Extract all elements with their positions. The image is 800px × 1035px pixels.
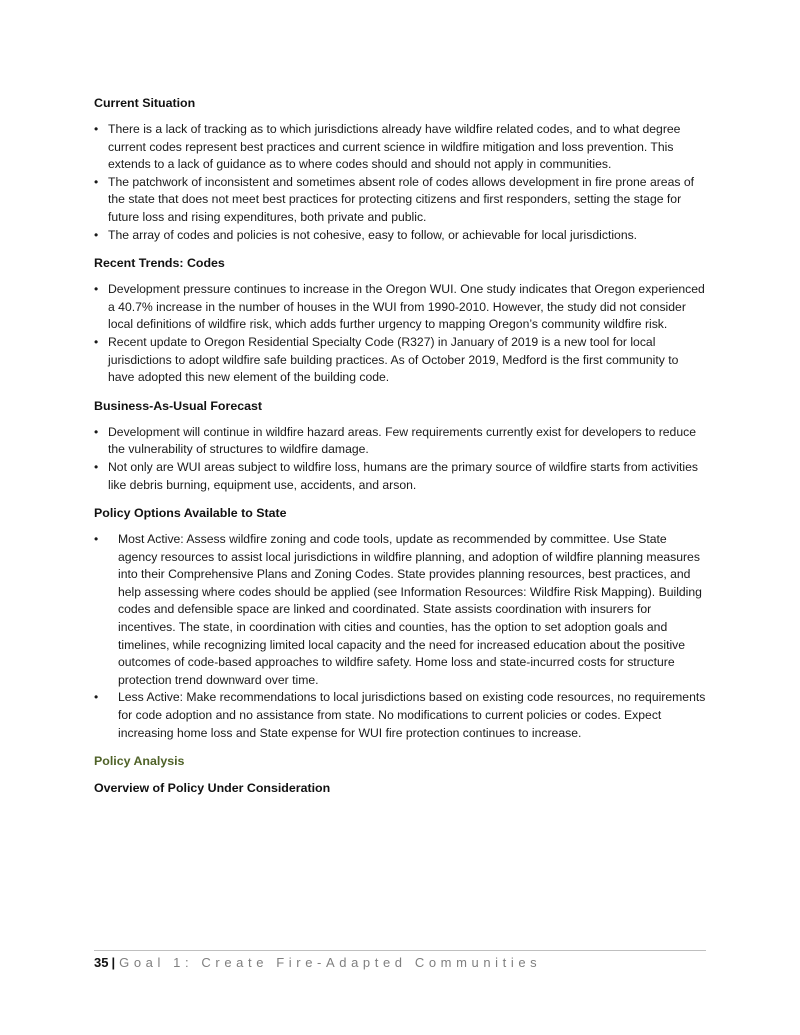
list-item: • Recent update to Oregon Residential Specialty Code (R327) in January of 2019 is a new tool for local jurisdictions to adopt wildfire safe building practices. As of October 2019, Medford is the first community to have adopted this new element of the building code. (94, 334, 679, 385)
page-footer (94, 950, 706, 972)
list-item: • The array of codes and policies is not cohesive, easy to follow, or achievable for local jurisdictions. (94, 227, 706, 245)
list-policy-options (94, 531, 706, 742)
list-item: • Not only are WUI areas subject to wildfire loss, humans are the primary source of wildfire starts from activities like debris burning, equipment use, accidents, and arson. (94, 459, 698, 492)
list-item: • Less Active: Make recommendations to local jurisdictions based on existing code resources, no requirements for code adoption and no assistance from state. No modifications to current policies or codes. Expect increasing home loss and State expense for WUI fire protection continues to increase. (94, 690, 706, 740)
heading-policy-analysis: Policy Analysis (94, 754, 185, 769)
page-number: 35 (94, 955, 109, 970)
heading-recent-trends: Recent Trends: Codes (94, 256, 225, 271)
bullet-icon: • (94, 334, 99, 349)
list-recent-trends (94, 281, 706, 387)
bullet-icon: • (94, 532, 99, 547)
bullet-icon: • (94, 690, 99, 705)
list-item: • There is a lack of tracking as to which jurisdictions already have wildfire related codes, and to what degree current codes represent best practices and current science in wildfire mitigation and loss prevention. This extends to a lack of guidance as to where codes should and should not apply in communities. (94, 122, 681, 172)
bullet-icon: • (94, 122, 99, 136)
list-forecast (94, 424, 706, 494)
bullet-icon: • (94, 174, 99, 189)
list-item: • Development pressure continues to increase in the Oregon WUI. One study indicates that Oregon experienced a 40.7% increase in the number of houses in the WUI from 1990-2010. However, the study did not consider local definitions of wildfire risk, which adds further urgency to mapping Oregon’s community wildfire risk. (94, 282, 705, 332)
bullet-icon: • (94, 459, 99, 474)
bullet-icon: • (94, 282, 99, 297)
list-item: • The patchwork of inconsistent and sometimes absent role of codes allows development in fire prone areas of the state that does not meet best practices for protecting citizens and first responders, setting the stage for future loss and rising expenditures, both private and public. (94, 174, 694, 224)
footer-separator: | (111, 955, 116, 970)
footer-goal-title: Goal 1: Create Fire-Adapted Communities (119, 955, 542, 970)
heading-forecast: Business-As-Usual Forecast (94, 398, 263, 413)
list-current-situation (94, 121, 706, 244)
bullet-icon: • (94, 227, 99, 242)
heading-current-situation: Current Situation (94, 96, 196, 110)
heading-overview: Overview of Policy Under Consideration (94, 781, 331, 796)
list-item: • Most Active: Assess wildfire zoning and code tools, update as recommended by committee. Use State agency resources to assist local jurisdictions in wildfire planning, and adoption of wildfire planning measures into their Comprehensive Plans and Zoning Codes. State provides planning resources, best practices, and help assessing where codes should be applied (see Information Resources: Wildfire Risk Mapping). Building codes and defensible space are linked and coordinated. State assists coordination with insurers for incentives. The state, in coordination with cities and counties, has the option to set adoption goals and timelines, while recognizing limited local capacity and the need for increased education about the positive outcomes of code-based approaches to wildfire safety. Home loss and state-incurred costs for structure protection trend downward over time. (94, 532, 702, 687)
heading-policy-options: Policy Options Available to State (94, 506, 287, 521)
document-page (94, 94, 706, 806)
list-item: • Development will continue in wildfire hazard areas. Few requirements currently exist for developers to reduce the vulnerability of structures to wildfire damage. (94, 424, 696, 457)
bullet-icon: • (94, 424, 99, 439)
